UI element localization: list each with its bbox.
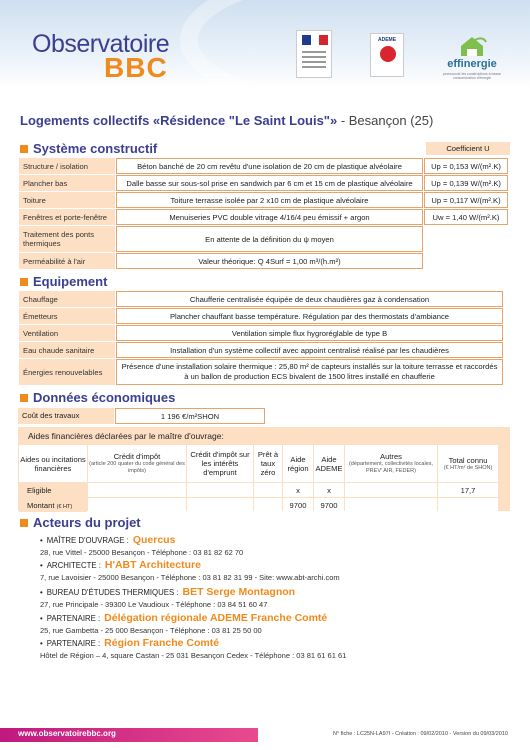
acteur-address: 7, rue Lavoisier - 25000 Besançon - Téléphone : 03 81 82 31 99 - Site: www.abt-archi.com <box>40 573 340 582</box>
table-row: Perméabilité à l'air Valeur théorique: Q 4Surf = 1,00 m³/(h.m²) <box>19 253 508 269</box>
section-equipement-heading: Equipement <box>20 274 107 289</box>
footer-url-link[interactable]: www.observatoirebbc.org <box>18 729 116 738</box>
section-acteurs-heading: Acteurs du projet <box>20 515 141 530</box>
acteur-maitre-ouvrage: • MAÎTRE D'OUVRAGE : Quercus <box>40 534 176 546</box>
cout-label: Coût des travaux <box>18 408 114 424</box>
table-row: Ventilation Ventilation simple flux hygroréglable de type B <box>19 325 503 341</box>
equipement-table <box>18 290 504 386</box>
bullet-square-icon <box>20 145 28 153</box>
cout-value: 1 196 €/m²SHON <box>115 408 265 424</box>
bullet-square-icon <box>20 519 28 527</box>
table-row: Eligible x x 17,7 <box>19 483 498 497</box>
table-row: Chauffage Chaufferie centralisée équipée de deux chaudières gaz à condensation <box>19 291 503 307</box>
section-systeme-heading: Système constructif <box>20 141 157 156</box>
table-row: Toiture Toiture terrasse isolée par 2 x10 cm de plastique alvéolaire Up = 0,117 W/(m².K) <box>19 192 508 208</box>
bullet-square-icon <box>20 278 28 286</box>
acteur-address: 27, rue Principale - 39300 Le Vaudioux - Téléphone : 03 84 51 60 47 <box>40 600 268 609</box>
table-row: Traitement des ponts thermiques En attente de la définition du ψ moyen <box>19 226 508 252</box>
coef-header: Coefficient U <box>426 142 510 155</box>
house-icon <box>457 34 487 58</box>
logo-observatoire: Observatoire <box>32 30 170 58</box>
french-flag-icon <box>302 35 328 45</box>
bullet-square-icon <box>20 394 28 402</box>
table-row: Montant (€ HT) 9700 9700 <box>19 498 498 512</box>
acteur-architecte: • ARCHITECTE : H'ABT Architecture <box>40 559 201 571</box>
footer <box>0 726 530 750</box>
acteur-address: 28, rue Vittel - 25000 Besançon - Téléphone : 03 81 82 62 70 <box>40 548 244 557</box>
acteur-bureau-etudes: • BUREAU D'ÉTUDES THERMIQUES : BET Serge Montagnon <box>40 586 296 598</box>
table-row: Eau chaude sanitaire Installation d'un système collectif avec appoint centralisé réalisé par les chaudières <box>19 342 503 358</box>
acteur-address: 25, rue Gambetta - 25 000 Besançon - Téléphone : 03 81 25 50 00 <box>40 626 262 635</box>
table-row: Structure / isolation Béton banché de 20 cm revêtu d'une isolation de 20 cm de plastique alvéolaire Up = 0,153 W/(m².K) <box>19 158 508 174</box>
effinergie-logo: effinergie promouvoir les constructions à basse consommation d'énergie <box>440 30 504 78</box>
systeme-table <box>18 157 509 270</box>
acteur-partenaire-region: • PARTENAIRE : Région Franche Comté <box>40 637 220 649</box>
table-row: Énergies renouvelables Présence d'une installation solaire thermique : 25,80 m² de capteurs installés sur la toiture terrasse et raccordés à un ballon de production ECS bivalent de 1500 litres installé en chaufferie <box>19 359 503 385</box>
republique-francaise-logo <box>296 30 332 78</box>
table-row: Émetteurs Plancher chauffant basse température. Régulation par des thermostats d'ambiance <box>19 308 503 324</box>
aides-block <box>18 427 510 511</box>
cout-travaux-row <box>18 408 265 424</box>
aides-table <box>18 444 499 513</box>
page-title: Logements collectifs «Résidence "Le Saint Louis"» - Besançon (25) <box>20 113 434 128</box>
section-economiques-heading: Données économiques <box>20 390 175 405</box>
fiche-reference: N° fiche : LC25N-LA97I - Création : 09/02/2010 - Version du 09/03/2010 <box>333 731 508 737</box>
acteur-partenaire-ademe: • PARTENAIRE : Délégation régionale ADEME Franche Comté <box>40 612 328 624</box>
acteur-address: Hôtel de Région – 4, square Castan - 25 031 Besançon Cedex - Téléphone : 03 81 61 61 61 <box>40 651 347 660</box>
aides-caption: Aides financières déclarées par le maître d'ouvrage: <box>28 431 224 441</box>
table-row: Fenêtres et porte-fenêtre Menuiseries PVC double vitrage 4/16/4 peu émissif + argon Uw = 1,40 W/(m².K) <box>19 209 508 225</box>
logo-bbc: BBC <box>104 52 168 83</box>
aides-header-row: Aides ou incitations financières Crédit d'impôt (article 200 quater du code général des impôts) Crédit d'impôt sur les intérêts d'emprunt Prêt à taux zéro Aide région Aide ADEME Autres (département, collectivités locales, PREV' AIR, FEDER) Total connu (€ HT/m² de SHON) <box>19 445 498 482</box>
ademe-circle-icon <box>380 46 396 62</box>
ademe-logo: ADEME <box>370 33 404 77</box>
table-row: Plancher bas Dalle basse sur sous-sol prise en sandwich par 6 cm et 15 cm de plastique alvéolaire Up = 0,139 W/(m².K) <box>19 175 508 191</box>
